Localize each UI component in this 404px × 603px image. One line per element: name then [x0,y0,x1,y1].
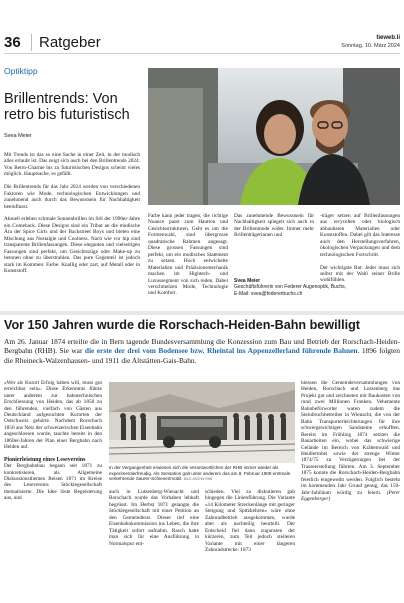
article-column-3 [234,213,314,245]
page-number: 36 [4,34,21,51]
lead-text-end: . 1896 folgten die Rheineck-Walzenhausen- und 1911 die Altstätten-Gais-Bahn. [4,346,401,365]
section-title: Ratgeber [39,34,101,51]
header-divider [31,34,32,51]
article2-column-4 [301,380,400,509]
article-author: Svea Meier [4,133,32,139]
photo-caption [109,465,295,483]
article-paragraph: «Wer als Kurort Erfolg haben will, muss gut erreichbar sein». Diese Erkenntnis führte unter anderem zur bahntechnischen Erschliessung von Heiden, das ab 1850 zu den führenden, vielfach von Gästen aus Deutschland aufgesuchten Kurorten der Ostschweiz gehörte. Nachdem Rorschach 1856 ans Netz der schweizerischen Eisenbahn angeschlossen wurde, tauchte bereits in den 1860er-Jahren der Plan einer Bergbahn nach Heiden auf. [4,380,102,451]
caption-text: In der Vergangenheit erwiesen sich die Verantwortlichen der RHB immer wieder als experimentierfreudig. Als Sensation galt unter anderem das am 8. Februar 1908 erstmals verkehrende Saurer-Schienenmobil. [109,465,291,482]
couple-photo-illustration [148,68,400,205]
article2-lead [4,337,400,365]
article-paragraph: Aktuell erleben schmale Sonnenbrillen im Stil der 1990er-Jahre ein Comeback. Diese Designs sind ein Tribut an die modische Ära der Spice Girls und der Backstreet Boys und bieten eine Mischung aus Nostalgie und Coolness. Nach wie vor hip sind transparente Brillenfassungen. Diese eleganten und vielseitigen Fassungen sind perfekt, um Gesichtszüge oder Make-up zu betonen ohne zu überstrahlen. Das pure Gegenteil ist jedoch stark im Kommen: Farbe. Knallig oder zart, auf Metall oder in Kunststoff. [4,216,140,275]
publication-brand: tieweb.li [376,35,400,41]
article-paragraph: Die Brillentrends für das Jahr 2024 werden von verschiedenen Faktoren wie Mode, technologischen Entwicklungen und zunehmend auch durch das Bewusstsein für Nachhaltigkeit beeinflusst. [4,184,140,210]
section-divider [0,311,404,315]
author-signature: (Peter Eggenberger) [301,489,400,503]
article-subheading: Pionierleistung eines Lesevereins [4,456,86,463]
lead-highlight: die erste der drei vom Bodensee bzw. Rheintal ins Appenzellerland führende Bahnen [84,346,358,356]
article-column-1 [4,152,140,281]
bio-role: Geschäftsführerin von Federer Augenoptik, Buchs, [234,284,347,291]
bio-email: E-Mail: svea@federerbuchs.ch [234,290,303,297]
historic-railcar-photo [109,382,295,463]
article-column-2 [148,213,228,303]
article2-headline: Vor 150 Jahren wurde die Rorschach-Heiden-Bahn bewilligt [4,318,360,332]
historic-railcar-illustration [109,382,295,463]
article-paragraph: auch in Lutzenberg-Wienacht und Rorschach wurde das Vorhaben lebhaft begrüsst. Im Herbst 1871 gelangte die Stöcklegesellschaft mit einer Petition an den Gemeinderat. Dieser rief eine Eisenbahnkommission ins Leben, die ihre Tätigkeit sofort aufnahm. Rasch hatte man sich für eine Ausführung in Normalspur ent- [109,489,199,547]
article-paragraph: Mit Trends ist das so eine Sache in einer Zeit, in der modisch alles erlaubt ist. Das zeigt sich auch bei den Brillentrends 2024. Von Retro-Charme bis zu futuristischen Designs scheint vieles möglich. Hauptsache, es gefällt. [4,152,140,178]
couple-photo [148,68,400,205]
article-kicker: Optiktipp [4,66,38,76]
article2-column-2 [109,489,199,553]
article-headline: Brillentrends: Von retro bis futuristisch [4,91,130,123]
article-paragraph: -träger setzen auf Brillenfassungen aus recycelten oder biologisch abbaubaren Materialien oder Kunststoffen. Dabei gilt das Interesse auch den Herstellungsverfahren, ökologischen Verpackungen und dem technologischen Fortschritt. [320,213,400,258]
article-paragraph: Der wichtigste Rat: Jeder muss sich selbst mit der Wahl seiner Brille wohlfühlen. [320,264,400,284]
lead-text: Am 26. Januar 1874 erteilte die in Bern tagende Bundesversammlung die Konzession zum Bau und Betrieb der Rorschach-Heiden-Bergbahn (RHB). Sie war [4,337,400,356]
article2-column-1 [4,380,102,508]
article-paragraph [301,380,400,503]
paragraph-text: hiessen die Gemeindeversammlungen von Heiden, Rorschach und Lutzenberg das Projekt gut und zeichneten mit Baukosten von rund zwei Millionen Franken. Vehemente Bahnbefürworter waren zudem die Steinbruchbetreiber in Wienacht, die von der Bahn Transporterleichterungen für ihre schwergewichtigen Sandsteine erhofften. Bereits im Frühling 1874 setzten die Bauarbeiten ein, wobei das schwierige Gelände im Bereich von Krähenwald und Heidlertobel sowie der strenge Winter 1874/75 zu Verzögerungen bei der Trasseerstellung führten. Am 3. September 1875 konnte die Rorschach-Heiden-Bergbahn feierlich eingeweiht werden. Folglich besteht im kommenden Jahr Grund genug, das 150-Jahr-Jubiläum würdig zu feiern. [301,380,400,496]
photo-credit: BILD: ARCHIV RHB [183,477,213,482]
author-bio [234,278,400,297]
bio-name: Svea Meier [234,278,261,284]
page-header [4,12,400,54]
article-paragraph: Das zunehmende Bewusstsein für Nachhaltigkeit spiegelt sich auch in der Brillenmode wider. Immer mehr Brillenträgerinnen und [234,213,314,239]
article-paragraph: schieden. Viel zu diskutieren gab hingegen die Linienführung. Die Variante «14 Kilometer Streckenlänge mit geringer Steigung und Spitzkehren» wäre ohne Zahnradbetrieb ausgekommen, wurde aber als nachteilig beurteilt. Der Entscheid fiel dann zugunsten der kürzeren, zum Teil jedoch steileren Variante mit einer längeren Zahnradstrecke. 1873 [205,489,295,554]
article-paragraph: Der Bergbahnbau begann seit 1871 zu konkretisieren, als Allgemeine Diskussionsthemen Reisen 1871 im Kreise des Lesevereins Stöcklegesellschaft thematisierte. Die Idee löste Begeisterung aus, und [4,463,102,502]
article2-column-3 [205,489,295,560]
publication-date: Sonntag, 10. März 2024 [341,43,400,49]
article-paragraph: Farbe kann jeder tragen, die richtige Nuance passt zum Hautton und Gesichtsstrukturen. Geht es um die Formenwahl, sind übergrosse quadratische Rahmen angesagt. Diese grossen Fassungen sind perfekt, um ein modisches Statement zu setzen. Hoch entwickelte Materialien und Präzisionsmechanik machen im Hightech- und Luxussegment von sich reden. Dabei verschmelzen Mode, Technologie und Komfort. [148,213,228,297]
